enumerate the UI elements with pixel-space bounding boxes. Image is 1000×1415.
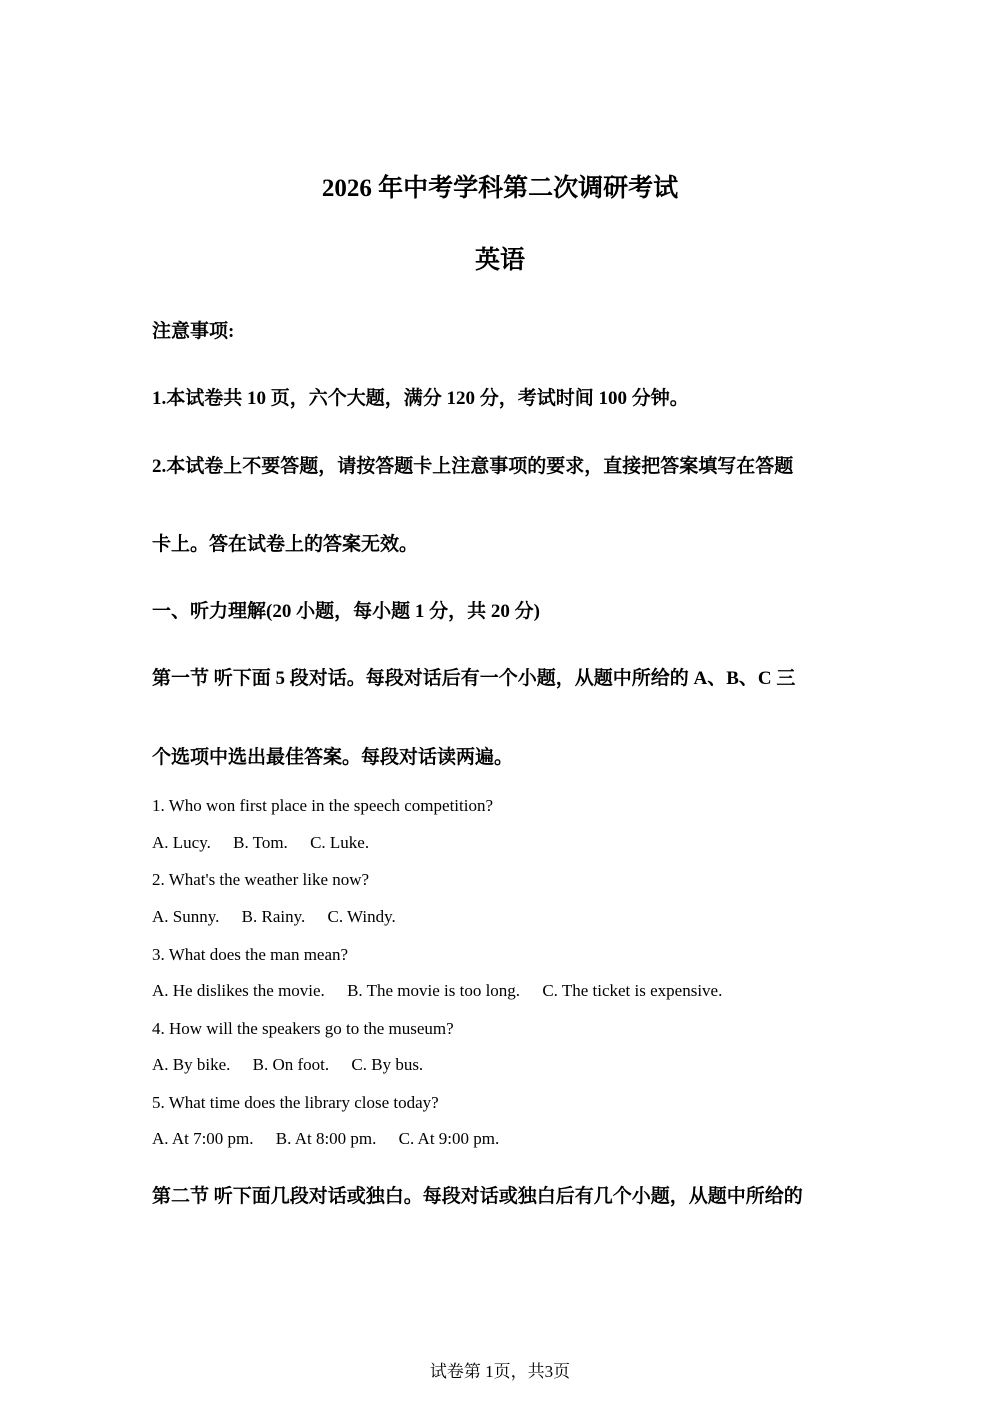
section1-line-2: 个选项中选出最佳答案。每段对话读两遍。 xyxy=(152,747,514,768)
notice-line-3: 卡上。答在试卷上的答案无效。 xyxy=(152,534,419,555)
option-5c: C. At 9:00 pm. xyxy=(398,1129,500,1148)
question-4: 4. How will the speakers go to the museum? xyxy=(152,1019,454,1038)
options-5 xyxy=(152,1129,852,1149)
option-5a: A. At 7:00 pm. xyxy=(152,1129,254,1148)
question-5: 5. What time does the library close today? xyxy=(152,1093,439,1112)
notice-heading: 注意事项: xyxy=(152,321,235,342)
options-3 xyxy=(152,981,852,1001)
options-1 xyxy=(152,833,852,853)
option-2a: A. Sunny. xyxy=(152,907,220,926)
question-1: 1. Who won first place in the speech competition? xyxy=(152,796,494,815)
part1-heading: 一、听力理解(20 小题，每小题 1 分，共 20 分) xyxy=(152,601,540,622)
option-1c: C. Luke. xyxy=(310,833,370,852)
notice-line-2: 2.本试卷上不要答题，请按答题卡上注意事项的要求，直接把答案填写在答题 xyxy=(152,456,794,477)
option-1a: A. Lucy. xyxy=(152,833,211,852)
subject-title: 英语 xyxy=(474,247,525,274)
section2-line: 第二节 听下面几段对话或独白。每段对话或独白后有几个小题，从题中所给的 xyxy=(152,1186,803,1207)
option-2c: C. Windy. xyxy=(327,907,396,926)
option-1b: B. Tom. xyxy=(233,833,288,852)
question-3: 3. What does the man mean? xyxy=(152,945,349,964)
option-4a: A. By bike. xyxy=(152,1055,231,1074)
notice-line-1: 1.本试卷共 10 页，六个大题，满分 120 分，考试时间 100 分钟。 xyxy=(152,388,689,409)
option-2b: B. Rainy. xyxy=(241,907,306,926)
option-3c: C. The ticket is expensive. xyxy=(542,981,723,1000)
option-3a: A. He dislikes the movie. xyxy=(152,981,325,1000)
options-4 xyxy=(152,1055,852,1075)
option-4b: B. On foot. xyxy=(252,1055,330,1074)
option-4c: C. By bus. xyxy=(351,1055,424,1074)
question-2: 2. What's the weather like now? xyxy=(152,870,370,889)
exam-title: 2026 年中考学科第二次调研考试 xyxy=(321,175,679,202)
page-footer: 试卷第 1页，共3页 xyxy=(429,1362,571,1381)
option-5b: B. At 8:00 pm. xyxy=(275,1129,377,1148)
section1-line-1: 第一节 听下面 5 段对话。每段对话后有一个小题，从题中所给的 A、B、C 三 xyxy=(152,668,796,689)
option-3b: B. The movie is too long. xyxy=(347,981,521,1000)
options-2 xyxy=(152,907,852,927)
